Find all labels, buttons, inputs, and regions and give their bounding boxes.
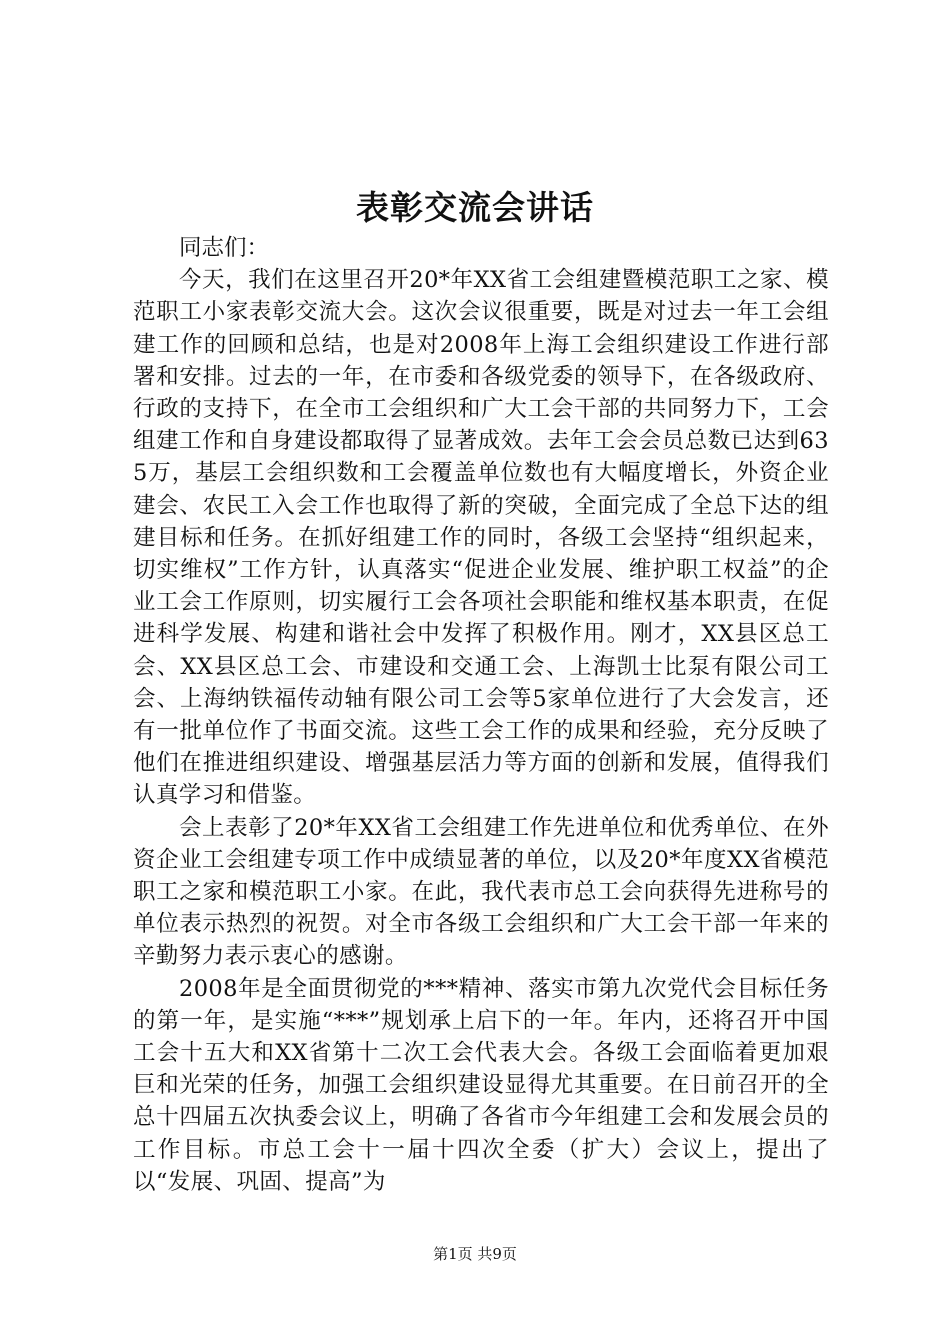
page-number-footer: 第1页 共9页 bbox=[433, 1245, 517, 1263]
paragraph-1: 今天，我们在这里召开20*年XX省工会组建暨模范职工之家、模范职工小家表彰交流大会。这次会议很重要，既是对过去一年工会组建工作的回顾和总结，也是对2008年上海工会组织建设工作进行部署和安排。过去的一年，在市委和各级党委的领导下，在各级政府、行政的支持下，在全市工会组织和广大工会干部的共同努力下，工会组建工作和自身建设都取得了显著成效。去年工会会员总数已达到635万，基层工会组织数和工会覆盖单位数也有大幅度增长，外资企业建会、农民工入会工作也取得了新的突破，全面完成了全总下达的组建目标和任务。在抓好组建工作的同时，各级工会坚持“组织起来，切实维权”工作方针，认真落实“促进企业发展、维护职工权益”的企业工会工作原则，切实履行工会各项社会职能和维权基本职责，在促进科学发展、构建和谐社会中发挥了积极作用。刚才，XX县区总工会、XX县区总工会、市建设和交通工会、上海凯士比泵有限公司工会、上海纳铁福传动轴有限公司工会等5家单位进行了大会发言，还有一批单位作了书面交流。这些工会工作的成果和经验，充分反映了他们在推进组织建设、增强基层活力等方面的创新和发展，值得我们认真学习和借鉴。 bbox=[133, 267, 829, 809]
paragraph-2: 会上表彰了20*年XX省工会组建工作先进单位和优秀单位、在外资企业工会组建专项工作中成绩显著的单位，以及20*年度XX省模范职工之家和模范职工小家。在此，我代表市总工会向获得先进称号的单位表示热烈的祝贺。对全市各级工会组织和广大工会干部一年来的辛勤努力表示衷心的感谢。 bbox=[133, 814, 829, 970]
salutation: 同志们： bbox=[179, 235, 270, 261]
paragraph-3: 2008年是全面贯彻党的***精神、落实市第九次党代会目标任务的第一年，是实施“***”规划承上启下的一年。年内，还将召开中国工会十五大和XX省第十二次工会代表大会。各级工会面临着更加艰巨和光荣的任务，加强工会组织建设显得尤其重要。在日前召开的全总十四届五次执委会议上，明确了各省市今年组建工会和发展会员的工作目标。市总工会十一届十四次全委（扩大）会议上，提出了以“发展、巩固、提高”为 bbox=[133, 975, 829, 1195]
document-title: 表彰交流会讲话 bbox=[356, 188, 594, 227]
document-body bbox=[133, 232, 829, 1198]
